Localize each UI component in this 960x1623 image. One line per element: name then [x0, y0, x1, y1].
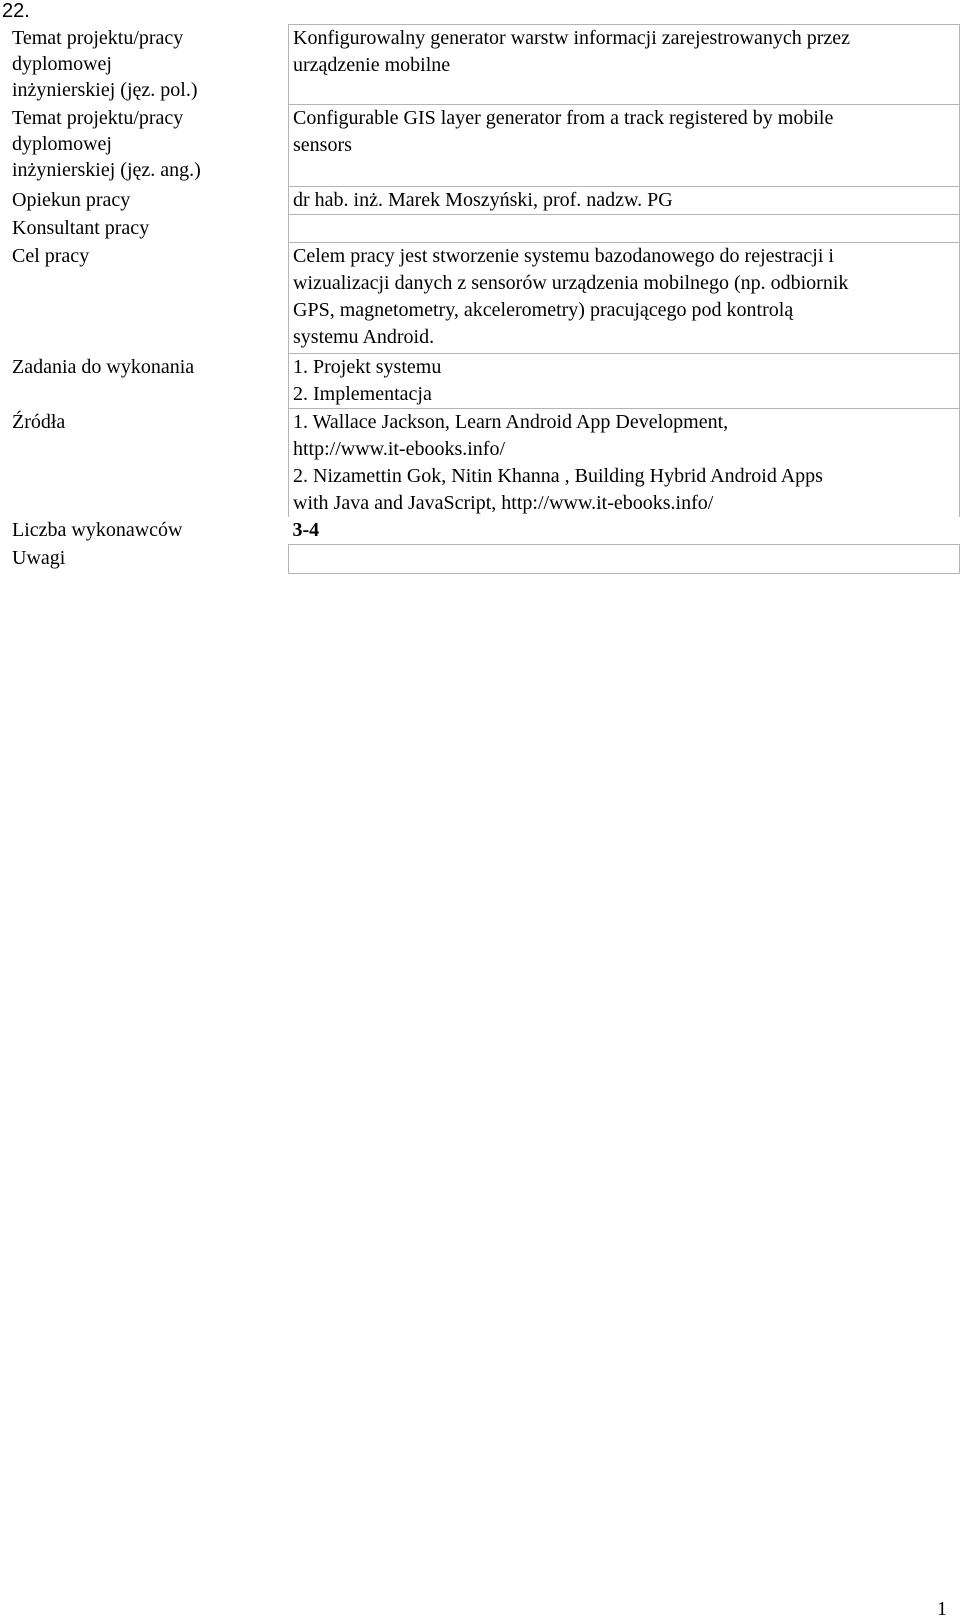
value-team-size: 3-4: [292, 519, 320, 541]
value-goal-line-2: wizualizacji danych z sensorów urządzenia mobilnego (np. odbiornik: [293, 272, 849, 294]
value-topic-en-line-1: Configurable GIS layer generator from a track registered by mobile: [293, 107, 834, 129]
value-sources-line-3: 2. Nizamettin Gok, Nitin Khanna , Building Hybrid Android Apps: [293, 465, 823, 487]
label-tasks: Zadania do wykonania: [12, 355, 195, 378]
value-consultant: [289, 215, 960, 243]
label-topic-en-line-3: inżynierskiej (jęz. ang.): [12, 158, 201, 181]
label-sources: Źródła: [12, 410, 66, 433]
label-goal: Cel pracy: [12, 244, 90, 267]
label-topic-pl-line-2: dyplomowej: [12, 52, 112, 75]
row-topic-en: [8, 105, 960, 187]
value-supervisor: dr hab. inż. Marek Moszyński, prof. nadzw. PG: [289, 187, 960, 215]
label-topic-en-line-2: dyplomowej: [12, 132, 112, 155]
value-topic-en: [289, 105, 960, 187]
row-tasks: [8, 354, 960, 409]
label-topic-pl-line-3: inżynierskiej (jęz. pol.): [12, 78, 198, 101]
row-sources: [8, 409, 960, 518]
row-consultant: [8, 215, 960, 243]
label-topic-pl-line-1: Temat projektu/pracy: [12, 26, 184, 49]
row-notes: [8, 545, 960, 574]
value-goal-line-1: Celem pracy jest stworzenie systemu bazodanowego do rejestracji i: [293, 245, 834, 267]
value-sources-line-1: 1. Wallace Jackson, Learn Android App Development,: [293, 411, 729, 433]
row-team-size: [8, 517, 960, 545]
row-goal: [8, 243, 960, 354]
document-number: 22.: [2, 0, 30, 22]
row-supervisor: [8, 187, 960, 215]
value-topic-en-line-2: sensors: [293, 134, 352, 156]
value-goal: [289, 243, 960, 354]
value-sources-line-2: http://www.it-ebooks.info/: [293, 438, 506, 460]
page-number: 1: [937, 1598, 947, 1620]
value-sources: [289, 409, 960, 518]
row-topic-pl: [8, 25, 960, 105]
label-topic-en-line-1: Temat projektu/pracy: [12, 106, 184, 129]
label-consultant: Konsultant pracy: [12, 216, 150, 239]
value-sources-line-4: with Java and JavaScript, http://www.it-ebooks.info/: [293, 492, 714, 514]
value-tasks-line-1: 1. Projekt systemu: [293, 356, 442, 378]
value-tasks-line-2: 2. Implementacja: [293, 383, 432, 405]
value-notes: [289, 545, 960, 574]
value-tasks: [289, 354, 960, 409]
label-team-size: Liczba wykonawców: [12, 519, 183, 541]
value-goal-line-3: GPS, magnetometry, akcelerometry) pracującego pod kontrolą: [293, 299, 794, 321]
label-supervisor: Opiekun pracy: [12, 188, 131, 211]
label-topic-en: [8, 105, 289, 187]
label-topic-pl: [8, 25, 289, 105]
value-goal-line-4: systemu Android.: [293, 326, 435, 348]
thesis-form-table: [8, 24, 960, 574]
value-topic-pl: [289, 25, 960, 105]
value-topic-pl-line-1: Konfigurowalny generator warstw informacji zarejestrowanych przez: [293, 27, 850, 49]
value-topic-pl-line-2: urządzenie mobilne: [293, 54, 451, 76]
label-notes: Uwagi: [12, 546, 66, 569]
